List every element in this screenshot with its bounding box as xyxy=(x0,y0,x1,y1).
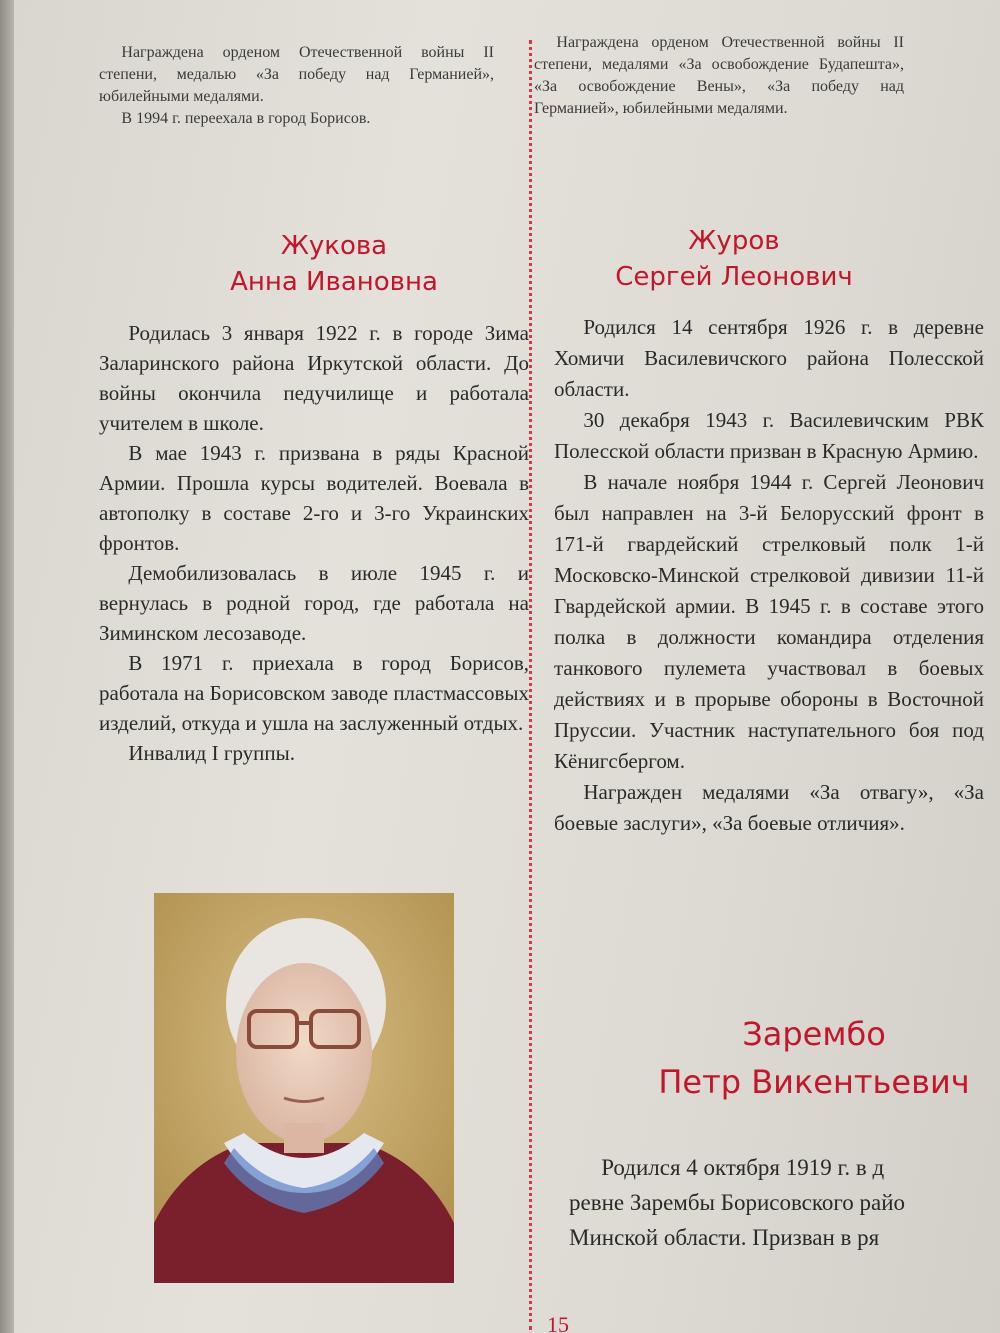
entry-heading-zhukova xyxy=(184,228,484,300)
entry-heading-zarembo xyxy=(624,1010,1000,1106)
text-line: Родился 4 октября 1919 г. в д xyxy=(601,1155,885,1180)
book-page xyxy=(14,0,1000,1333)
book-spine-shadow xyxy=(0,0,14,1333)
entry-given-name: Петр Викентьевич xyxy=(658,1063,970,1101)
paragraph: Награждена орденом Отечественной войны II степени, медалями «За освобождение Будапешта», «За освобождение Вены», «За победу над Германией», юбилейными медалями. xyxy=(534,34,904,117)
paragraph: В 1994 г. переехала в город Борисов. xyxy=(121,110,371,127)
entry-heading-zhurov xyxy=(574,223,894,295)
entry-surname: Журов xyxy=(688,226,780,256)
paragraph: Инвалид I группы. xyxy=(128,741,296,765)
entry-body-zhurov xyxy=(554,312,984,839)
paragraph: В начале ноября 1944 г. Сергей Леонович был направлен на 3-й Белорусский фронт в 171-й гвардейский стрелковый полк 1-й Московско-Минской стрелковой дивизии 11-й Гвардейской армии. В 1945 г. в составе этого полка в должности командира отделения танкового пулемета участвовал в боевых действиях и в прорыве обороны в Восточной Пруссии. Участник наступательного боя под Кёнигсбергом. xyxy=(554,470,984,773)
paragraph: Демобилизовалась в июле 1945 г. и вернулась в родной город, где работала на Зиминском лесозаводе. xyxy=(99,561,529,645)
portrait-illustration xyxy=(154,893,454,1283)
entry-body-zhukova xyxy=(99,318,529,768)
page-number: 15 xyxy=(547,1312,569,1333)
entry-surname: Зарембо xyxy=(742,1015,886,1053)
paragraph: Награжден медалями «За отвагу», «За боевые заслуги», «За боевые отличия». xyxy=(554,780,984,835)
paragraph: В мае 1943 г. призвана в ряды Красной Армии. Прошла курсы водителей. Воевала в автополку в составе 2-го и 3-го Украинских фронтов. xyxy=(99,441,529,555)
paragraph: 30 декабря 1943 г. Василевичским РВК Полесской области призван в Красную Армию. xyxy=(554,408,984,463)
paragraph: Награждена орденом Отечественной войны II степени, медалью «За победу над Германией», юбилейными медалями. xyxy=(99,44,494,105)
entry-given-name: Анна Ивановна xyxy=(230,267,438,297)
paragraph: Родился 14 сентября 1926 г. в деревне Хомичи Василевичского района Полесской области. xyxy=(554,315,984,401)
entry-given-name: Сергей Леонович xyxy=(615,262,853,292)
paragraph: Родилась 3 января 1922 г. в городе Зима Заларинского района Иркутской области. До войны окончила педучилище и работала учителем в школе. xyxy=(99,321,529,435)
text-line: ревне Зарембы Борисовского райо xyxy=(569,1190,906,1215)
previous-entry-ending-left xyxy=(99,42,494,130)
column-divider xyxy=(529,40,532,1330)
paragraph: В 1971 г. приехала в город Борисов, работала на Борисовском заводе пластмассовых изделий, откуда и ушла на заслуженный отдых. xyxy=(99,651,529,735)
entry-surname: Жукова xyxy=(280,231,388,261)
previous-entry-ending-right xyxy=(534,32,904,120)
entry-body-zarembo xyxy=(569,1150,1000,1255)
portrait-photo xyxy=(154,893,454,1283)
text-line: Минской области. Призван в ря xyxy=(569,1225,880,1250)
